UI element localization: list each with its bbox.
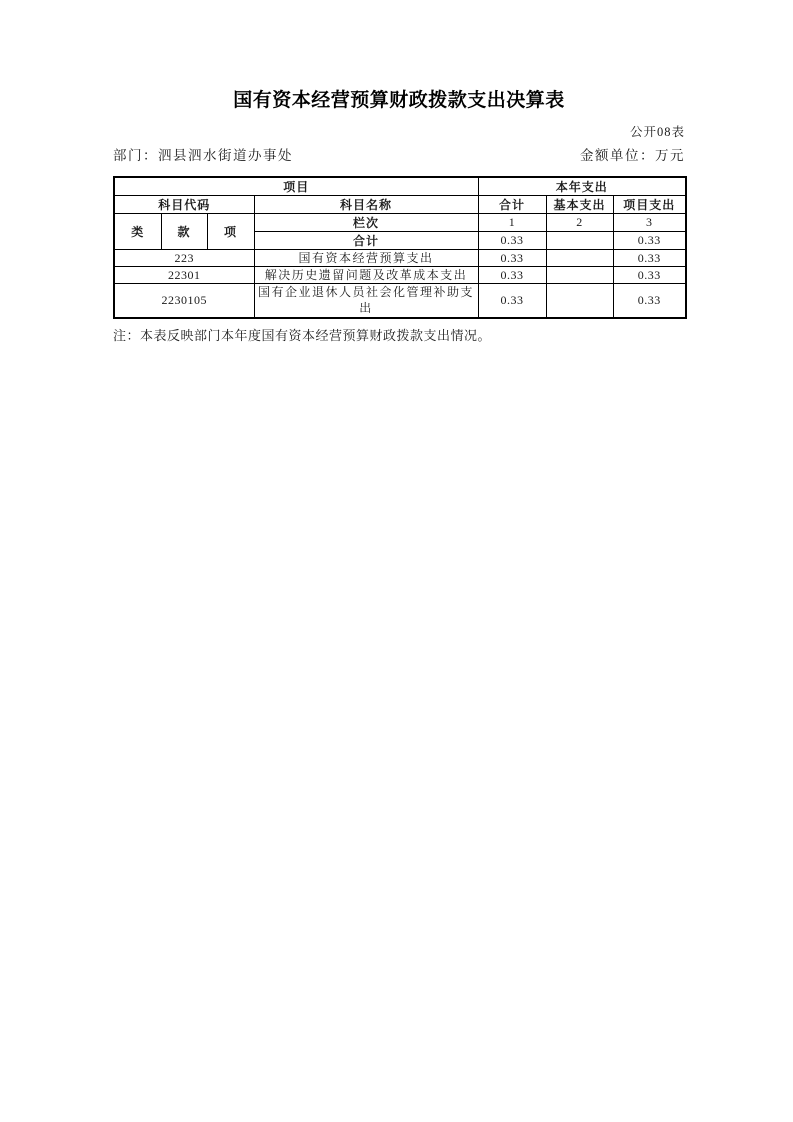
row-project-value: 0.33 bbox=[613, 267, 686, 284]
row-name: 国有资本经营预算支出 bbox=[254, 250, 478, 267]
total-row-label: 合计 bbox=[254, 232, 478, 250]
page-title: 国有资本经营预算财政拨款支出决算表 bbox=[233, 90, 565, 111]
row-total-value: 0.33 bbox=[478, 284, 546, 318]
header-cell-total: 合计 bbox=[478, 196, 546, 214]
table-row bbox=[114, 284, 686, 318]
unit-label: 金额单位：万元 bbox=[580, 148, 685, 163]
row-total-value: 0.33 bbox=[478, 267, 546, 284]
header-row-groups bbox=[114, 177, 686, 196]
row-project-value: 0.33 bbox=[613, 250, 686, 267]
row-basic-value bbox=[546, 267, 613, 284]
header-cell-item: 项 bbox=[207, 214, 254, 250]
total-row-project-value: 0.33 bbox=[613, 232, 686, 250]
header-row-index bbox=[114, 214, 686, 232]
header-cell-class: 类 bbox=[114, 214, 161, 250]
meta-row bbox=[113, 147, 685, 164]
row-total-value: 0.33 bbox=[478, 250, 546, 267]
row-code: 2230105 bbox=[114, 284, 254, 318]
row-code: 22301 bbox=[114, 267, 254, 284]
row-name: 国有企业退休人员社会化管理补助支出 bbox=[254, 284, 478, 318]
header-cell-basic-expenditure: 基本支出 bbox=[546, 196, 613, 214]
department-label: 部门：泗县泗水街道办事处 bbox=[113, 148, 293, 163]
table-row bbox=[114, 250, 686, 267]
header-cell-subject-code: 科目代码 bbox=[114, 196, 254, 214]
header-row-columns bbox=[114, 196, 686, 214]
header-cell-project-expenditure: 项目支出 bbox=[613, 196, 686, 214]
column-index-3: 3 bbox=[613, 214, 686, 232]
header-cell-project-group: 项目 bbox=[114, 177, 478, 196]
table-row bbox=[114, 267, 686, 284]
row-basic-value bbox=[546, 284, 613, 318]
document-content bbox=[113, 0, 685, 344]
column-index-1: 1 bbox=[478, 214, 546, 232]
row-basic-value bbox=[546, 250, 613, 267]
form-code-label: 公开08表 bbox=[629, 125, 685, 139]
header-cell-subject-name: 科目名称 bbox=[254, 196, 478, 214]
footnote: 注：本表反映部门本年度国有资本经营预算财政拨款支出情况。 bbox=[113, 327, 492, 343]
header-cell-section: 款 bbox=[161, 214, 207, 250]
total-row-basic-value bbox=[546, 232, 613, 250]
header-cell-current-year-group: 本年支出 bbox=[478, 177, 686, 196]
column-index-2: 2 bbox=[546, 214, 613, 232]
budget-table bbox=[113, 176, 687, 319]
row-name: 解决历史遗留问题及改革成本支出 bbox=[254, 267, 478, 284]
header-cell-column-index-label: 栏次 bbox=[254, 214, 478, 232]
row-code: 223 bbox=[114, 250, 254, 267]
row-project-value: 0.33 bbox=[613, 284, 686, 318]
total-row-total-value: 0.33 bbox=[478, 232, 546, 250]
